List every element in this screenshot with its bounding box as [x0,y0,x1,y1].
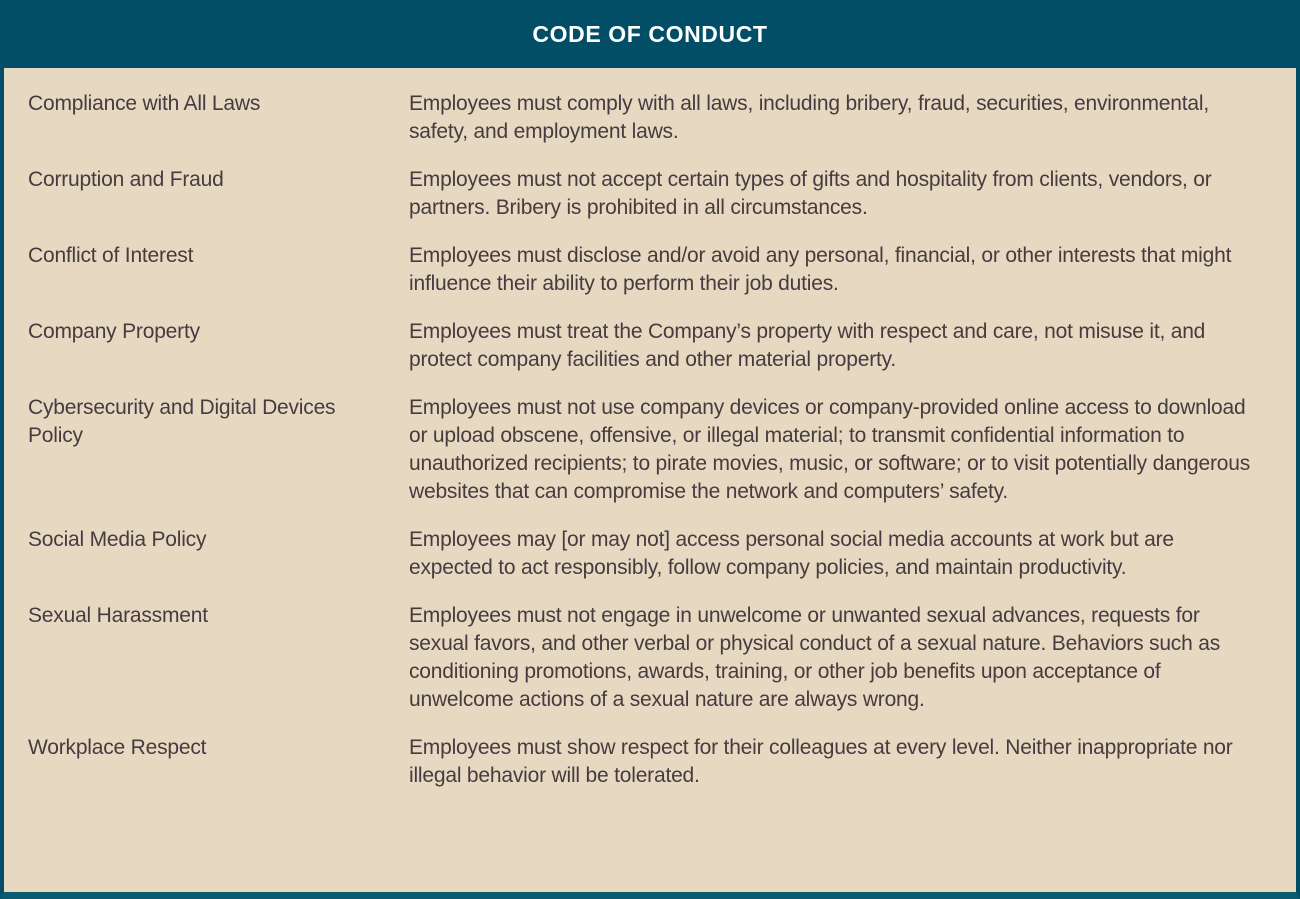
term-label: Corruption and Fraud [28,168,224,191]
term-description: Employees must not use company devices or company-provided online access to download or upload obscene, offensive, or illegal material; to transmit confidential information to unauthorized recipients; to pirate movies, music, or software; or to visit potentially dangerous websites that can compromise the network and computers’ safety. [409,396,1251,503]
term-label: Compliance with All Laws [28,92,261,115]
term-label: Cybersecurity and Digital Devices Policy [28,396,336,447]
term-description: Employees must not engage in unwelcome or unwanted sexual advances, requests for sexual favors, and other verbal or physical conduct of a sexual nature. Behaviors such as conditioning promotions, awards, training, or other job benefits upon acceptance of unwelcome actions of a sexual nature are always wrong. [409,604,1220,711]
row-conflict-of-interest [28,242,1268,298]
term-label: Workplace Respect [28,736,207,759]
conduct-table [0,68,1300,899]
row-sexual-harassment [28,602,1268,714]
row-company-property [28,318,1268,374]
term-label: Social Media Policy [28,528,207,551]
figure-title: CODE OF CONDUCT [532,20,768,47]
term-description: Employees must disclose and/or avoid any personal, financial, or other interests that might influence their ability to perform their job duties. [409,244,1232,295]
term-label: Sexual Harassment [28,604,208,627]
row-corruption-and-fraud [28,166,1268,222]
row-cybersecurity-and-digital-devices-policy [28,394,1268,506]
term-label: Company Property [28,320,200,343]
term-description: Employees must treat the Company’s property with respect and care, not misuse it, and protect company facilities and other material property. [409,320,1206,371]
term-description: Employees must show respect for their colleagues at every level. Neither inappropriate nor illegal behavior will be tolerated. [409,736,1233,787]
term-description: Employees must not accept certain types of gifts and hospitality from clients, vendors, or partners. Bribery is prohibited in all circumstances. [409,168,1212,219]
figure-header [0,0,1300,68]
term-description: Employees must comply with all laws, including bribery, fraud, securities, environmental, safety, and employment laws. [409,92,1209,143]
row-workplace-respect [28,734,1268,790]
term-description: Employees may [or may not] access personal social media accounts at work but are expected to act responsibly, follow company policies, and maintain productivity. [409,528,1174,579]
term-label: Conflict of Interest [28,244,194,267]
row-social-media-policy [28,526,1268,582]
row-compliance-with-all-laws [28,90,1268,146]
